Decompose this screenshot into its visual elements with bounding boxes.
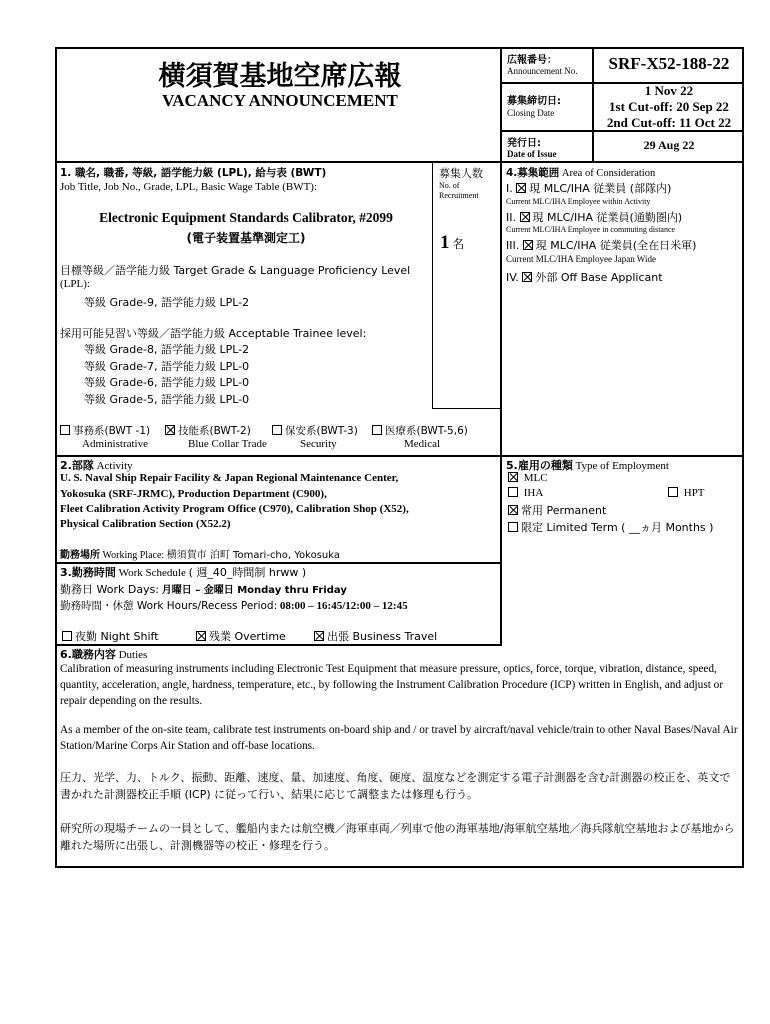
closing-date-label-en: Closing Date [507,108,555,118]
area-option-2[interactable]: II. 現 MLC/IHA 従業員(通勤圏内) [506,211,683,224]
divider [432,161,433,408]
area-option-4[interactable]: IV. 外部 Off Base Applicant [506,271,663,284]
recruit-unit: 名 [452,237,465,251]
duties-paragraph-jp-2: 研究所の現場チームの一員として、艦船内または航空機／海軍車両／列車で他の海軍基地/海軍航空基地／海兵隊航空基地および基地から離れた場所に出張し、計測機器等の校正・修理を行う。 [60,822,735,852]
checkbox-checked[interactable] [508,505,518,515]
target-grade-label2: (LPL): [60,278,90,290]
checkbox-checked[interactable] [523,240,533,250]
checkbox-checked[interactable] [516,183,526,193]
activity-line: Fleet Calibration Activity Program Office (C970), Calibration Shop (X52), [60,503,409,515]
work-days: 勤務日 Work Days: 月曜日 – 金曜日 Monday thru Friday [60,583,347,596]
section2-heading: 2.部隊 Activity [60,459,133,472]
bwt-option-blue-collar-en: Blue Collar Trade [188,438,267,450]
announcement-no-label: 広報番号： [507,55,557,66]
trainee-level: 等級 Grade-6, 語学能力級 LPL-0 [84,376,250,389]
checkbox-checked[interactable] [314,631,324,641]
target-grade-label: 目標等級／語学能力級 Target Grade & Language Proficiency Level [60,264,411,277]
employment-mlc[interactable]: MLC [508,472,548,484]
area-option-3[interactable]: III. 現 MLC/IHA 従業員(全在日米軍) [506,239,697,252]
bwt-option-administrative-en: Administrative [82,438,148,450]
checkbox[interactable] [508,487,518,497]
checkbox-checked[interactable] [522,272,532,282]
divider [500,455,502,562]
checkbox-checked[interactable] [165,425,175,435]
area-option-2-sub: Current MLC/IHA Employee in commuting distance [506,225,676,234]
section3-heading: 3.勤務時間 Work Schedule ( 週_40_時間制 hrww ) [60,566,307,579]
duties-paragraph-jp-1: 圧力、光学、力、トルク、振動、距離、速度、量、加速度、角度、硬度、温度などを測定する電子計測器を含む計測器の校正を、英文で書かれた計測器校正手順 (ICP) に従って行い、結果に応じて調整または修理も行う。 [60,771,731,801]
announcement-no: SRF-X52-188-22 [608,54,730,73]
section1-heading: 1. 職名, 職番, 等級, 語学能力級 (LPL), 給与表 (BWT) [60,167,327,179]
recruit-label: 募集人数 [439,167,483,180]
bwt-option-security-en: Security [300,438,337,450]
checkbox[interactable] [668,487,678,497]
option-business-travel[interactable]: 出張 Business Travel [314,628,437,644]
area-option-1[interactable]: I. 現 MLC/IHA 従業員 (部隊内) [506,182,672,195]
divider [500,161,502,455]
duties-paragraph-en-1: Calibration of measuring instruments including Electronic Test Equipment that measure pressure, optics, force, torque, vibration, distance, speed, quantity, acceleration, angle, hardness, temperature, etc., by following the Instrument Calibration Procedure (ICP) written in English, and adjust or repair depending on the results. [60,663,724,707]
option-overtime[interactable]: 残業 Overtime [196,628,286,644]
job-title: Electronic Equipment Standards Calibrator, #2099 [99,210,393,225]
title-en: VACANCY ANNOUNCEMENT [162,91,398,110]
activity-line: U. S. Naval Ship Repair Facility & Japan Regional Maintenance Center, [60,472,399,484]
checkbox[interactable] [272,425,282,435]
area-option-3-sub: Current MLC/IHA Employee Japan Wide [506,254,656,264]
activity-line: Yokosuka (SRF-JRMC), Production Department (C900), [60,488,327,500]
working-place: 勤務場所 Working Place: 横須賀市 泊町 Tomari-cho, Yokosuka [60,550,340,561]
section1-heading-en: Job Title, Job No., Grade, LPL, Basic Wage Table (BWT): [60,181,318,193]
divider [432,408,500,409]
issue-date-label-en: Date of Issue [507,149,557,159]
section5-heading: 5.雇用の種類 Type of Employment [506,459,669,472]
employment-limited[interactable]: 限定 Limited Term ( __ヵ月 Months ) [508,519,713,535]
employment-iha[interactable]: IHA [508,487,543,499]
bwt-option-administrative[interactable]: 事務系(BWT -1) [60,423,150,438]
checkbox[interactable] [62,631,72,641]
target-grade-value: 等級 Grade-9, 語学能力級 LPL-2 [84,296,250,309]
trainee-level: 等級 Grade-8, 語学能力級 LPL-2 [84,343,250,356]
cutoff-2: 2nd Cut-off: 11 Oct 22 [606,115,732,130]
recruit-count: 1 [440,232,450,253]
bwt-option-blue-collar[interactable]: 技能系(BWT-2) [165,423,251,438]
bwt-option-security[interactable]: 保安系(BWT-3) [272,423,358,438]
issue-date: 29 Aug 22 [643,138,695,152]
option-night-shift[interactable]: 夜勤 Night Shift [62,628,159,644]
recruit-count-wrap [440,232,464,254]
closing-date-label: 募集締切日: [507,96,561,107]
trainee-level: 等級 Grade-5, 語学能力級 LPL-0 [84,393,250,406]
bwt-option-medical-en: Medical [404,438,441,450]
closing-date: 1 Nov 22 [644,83,694,98]
employment-permanent[interactable]: 常用 Permanent [508,502,606,518]
issue-date-label: 発行日: [507,138,541,149]
trainee-level: 等級 Grade-7, 語学能力級 LPL-0 [84,360,250,373]
checkbox[interactable] [508,522,518,532]
activity-line: Physical Calibration Section (X52.2) [60,518,231,530]
checkbox[interactable] [372,425,382,435]
checkbox-checked[interactable] [520,212,530,222]
checkbox-checked[interactable] [508,472,518,482]
job-title-jp: (電子装置基準測定工) [186,231,306,245]
section6-heading: 6.職務内容 Duties [60,648,148,661]
divider [500,47,502,161]
checkbox-checked[interactable] [196,631,206,641]
recruit-label-en: No. of [439,181,460,190]
employment-hpt[interactable]: HPT [668,487,705,499]
title-jp: 横須賀基地空席広報 [158,61,402,92]
cutoff-1: 1st Cut-off: 20 Sep 22 [609,99,729,114]
announcement-no-label-en: Announcement No. [507,66,578,76]
work-hours: 勤務時間・休憩 Work Hours/Recess Period: 08:00 – 16:45/12:00 – 12:45 [60,600,408,612]
trainee-label: 採用可能見習い等級／語学能力級 Acceptable Trainee level: [60,327,367,340]
checkbox[interactable] [60,425,70,435]
bwt-option-medical[interactable]: 医療系(BWT-5,6) [372,423,468,438]
recruit-label-en: Recruitment [439,191,479,200]
duties-paragraph-en-2: As a member of the on-site team, calibrate test instruments on-board ship and / or travel by aircraft/naval vehicle/train to other Naval Bases/Naval Air Station/Marine Corps Air Station and off-base locations. [60,724,738,752]
divider [55,161,744,163]
divider [500,562,502,646]
section4-heading: 4.募集範囲 Area of Consideration [506,167,656,179]
area-option-1-sub: Current MLC/IHA Employee within Activity [506,197,651,206]
